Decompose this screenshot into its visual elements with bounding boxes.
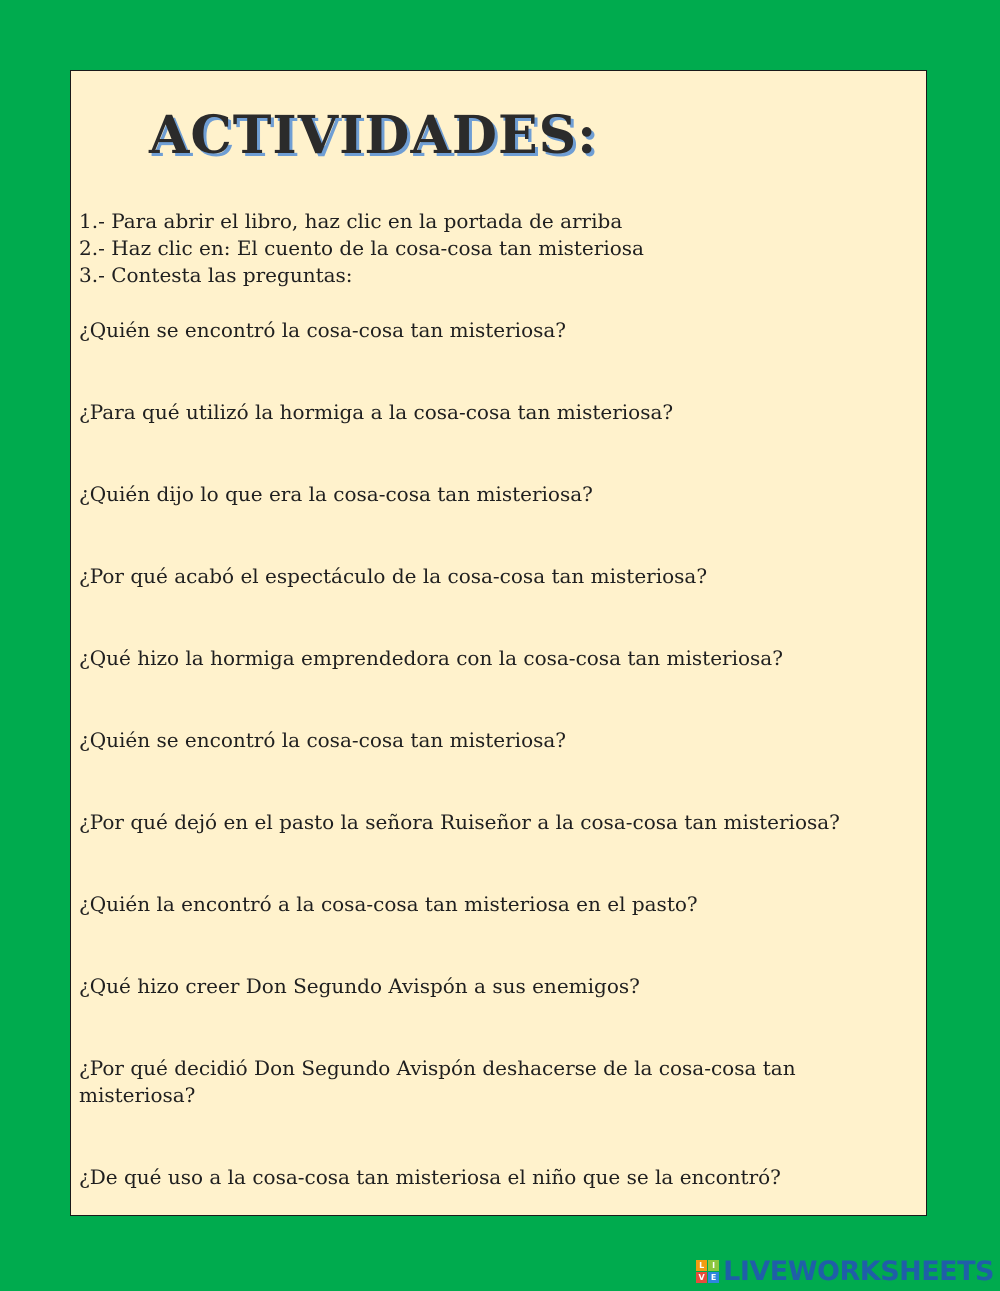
instruction-item: 2.- Haz clic en: El cuento de la cosa-cosa tan misteriosa — [79, 236, 644, 260]
question-6: ¿Quién se encontró la cosa-cosa tan misteriosa? — [79, 728, 567, 752]
logo-tile: I — [708, 1260, 719, 1271]
question-8: ¿Quién la encontró a la cosa-cosa tan misteriosa en el pasto? — [79, 892, 698, 916]
question-7: ¿Por qué dejó en el pasto la señora Ruiseñor a la cosa-cosa tan misteriosa? — [79, 810, 840, 834]
logo-tile: E — [708, 1272, 719, 1283]
question-4: ¿Por qué acabó el espectáculo de la cosa-cosa tan misteriosa? — [79, 564, 708, 588]
instructions-list — [79, 208, 644, 289]
question-2: ¿Para qué utilizó la hormiga a la cosa-cosa tan misteriosa? — [79, 400, 674, 424]
logo-tile: L — [696, 1260, 707, 1271]
instruction-item: 3.- Contesta las preguntas: — [79, 263, 353, 287]
question-3: ¿Quién dijo lo que era la cosa-cosa tan misteriosa? — [79, 482, 593, 506]
question-11: ¿De qué uso a la cosa-cosa tan misteriosa el niño que se la encontró? — [79, 1165, 781, 1189]
question-5: ¿Qué hizo la hormiga emprendedora con la cosa-cosa tan misteriosa? — [79, 646, 783, 670]
worksheet-card — [70, 70, 927, 1216]
brand-name: LIVEWORKSHEETS — [723, 1256, 994, 1287]
logo-tile: V — [696, 1272, 707, 1283]
liveworksheets-logo-icon — [696, 1260, 719, 1283]
question-10: ¿Por qué decidió Don Segundo Avispón deshacerse de la cosa-cosa tan misteriosa? — [79, 1056, 796, 1107]
worksheet-title: ACTIVIDADES: — [149, 105, 598, 166]
question-1: ¿Quién se encontró la cosa-cosa tan misteriosa? — [79, 318, 567, 342]
question-9: ¿Qué hizo creer Don Segundo Avispón a sus enemigos? — [79, 974, 640, 998]
liveworksheets-brand — [696, 1256, 994, 1287]
instruction-item: 1.- Para abrir el libro, haz clic en la portada de arriba — [79, 209, 623, 233]
